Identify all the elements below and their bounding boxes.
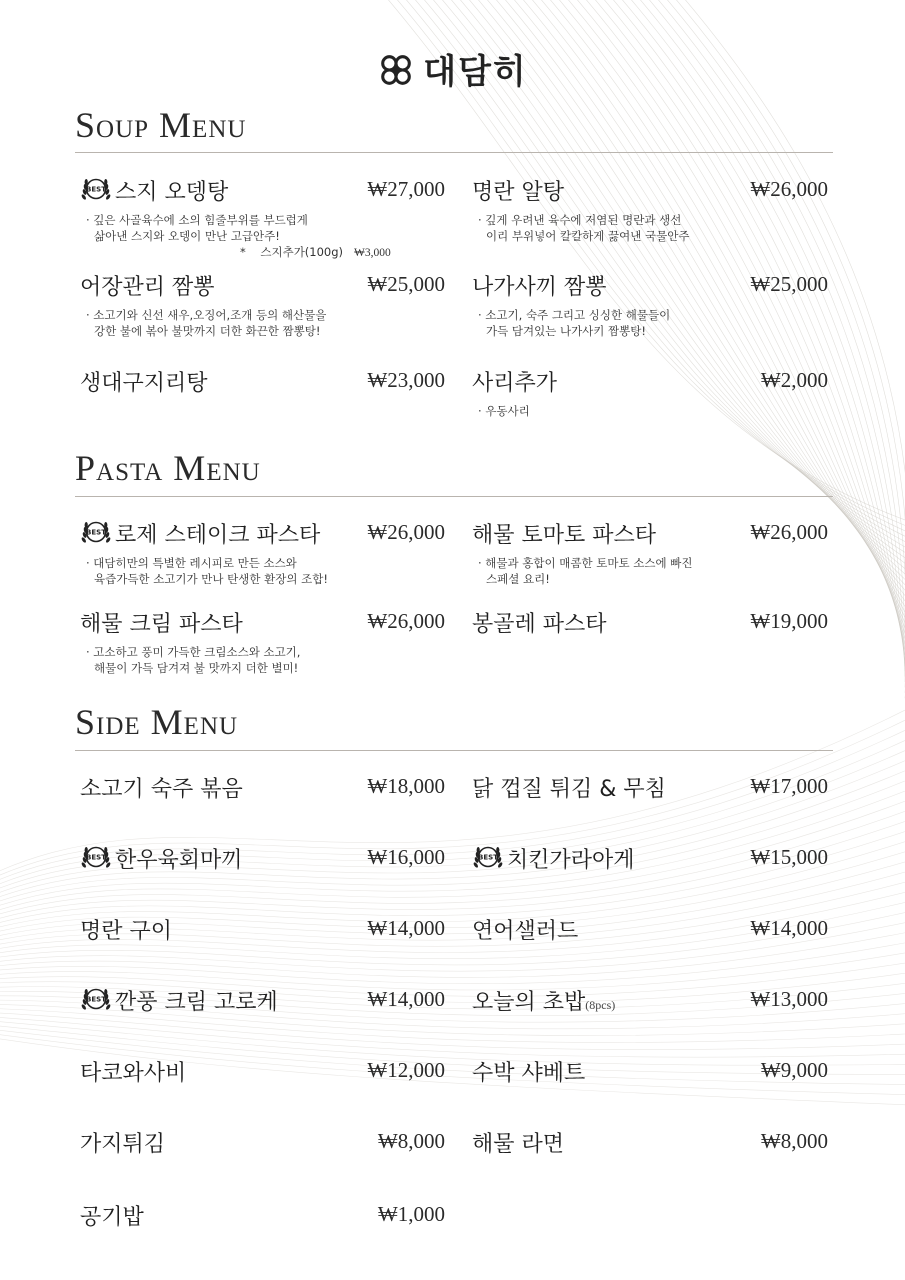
side-section-title: Side Menu	[75, 702, 239, 742]
item-price: ₩14,000	[750, 916, 828, 940]
svg-text:BEST: BEST	[86, 528, 106, 537]
pasta-section-title: Pasta Menu	[75, 448, 261, 488]
item-price: ₩13,000	[750, 987, 828, 1011]
menu-item-nagasaki-jjamppong	[472, 270, 828, 339]
menu-item-myeongran-gui	[80, 914, 445, 945]
item-name: 나가사끼 짬뽕	[472, 275, 607, 300]
item-price: ₩2,000	[760, 368, 828, 392]
menu-item-hanwoo-yukhoe-maki	[80, 843, 445, 874]
menu-item-suji-odeng-tang	[80, 175, 445, 260]
item-name: 닭 껍질 튀김 & 무침	[472, 777, 666, 802]
menu-item-todays-sushi	[472, 985, 828, 1016]
menu-item-gonggibap	[80, 1200, 445, 1231]
item-description: · 우동사리	[478, 404, 530, 418]
soup-section-title: Soup Menu	[75, 105, 247, 145]
item-description: · 대담히만의 특별한 레시피로 만든 소스와 육즙가득한 소고기가 만나 탄생한 환장의 조합!	[86, 556, 328, 586]
item-price: ₩25,000	[367, 272, 445, 296]
item-price: ₩27,000	[367, 177, 445, 201]
best-badge-icon	[80, 177, 112, 203]
item-price: ₩23,000	[367, 368, 445, 392]
menu-item-chicken-karaage	[472, 843, 828, 874]
menu-item-seafood-cream-pasta	[80, 607, 445, 676]
menu-item-tako-wasabi	[80, 1056, 445, 1087]
menu-item-kkanpung-croquette	[80, 985, 445, 1016]
item-price: ₩12,000	[367, 1058, 445, 1082]
item-price: ₩19,000	[750, 609, 828, 633]
menu-item-vongole-pasta	[472, 607, 828, 638]
item-name: 타코와사비	[80, 1061, 187, 1086]
item-price: ₩25,000	[750, 272, 828, 296]
item-extra-option: * 스지추가(100g) ₩3,000	[240, 245, 391, 259]
item-name: 해물 라면	[472, 1132, 565, 1157]
best-badge-icon	[80, 845, 112, 871]
item-price: ₩14,000	[367, 987, 445, 1011]
menu-item-seafood-ramyeon	[472, 1127, 828, 1158]
item-name: 생대구지리탕	[80, 371, 208, 396]
item-price: ₩9,000	[760, 1058, 828, 1082]
item-price: ₩16,000	[367, 845, 445, 869]
side-divider	[75, 750, 833, 751]
menu-item-gaji-twigim	[80, 1127, 445, 1158]
item-name: 공기밥	[80, 1205, 144, 1230]
item-price: ₩14,000	[367, 916, 445, 940]
best-badge-icon	[80, 520, 112, 546]
best-badge-icon	[80, 987, 112, 1013]
item-name: 오늘의 초밥(8pcs)	[472, 990, 616, 1015]
item-name: BEST 스지 오뎅탕	[80, 175, 445, 206]
item-name: BEST 치킨가라아게	[472, 843, 828, 874]
pasta-divider	[75, 496, 833, 497]
item-name: 명란 알탕	[472, 180, 565, 205]
menu-item-sogogi-sukju	[80, 772, 445, 803]
item-price: ₩8,000	[377, 1129, 445, 1153]
menu-item-sari-chuga	[472, 366, 828, 419]
item-description: · 소고기, 숙주 그리고 싱싱한 해물들이 가득 담겨있는 나가사키 짬뽕탕!	[478, 308, 671, 338]
item-description: · 소고기와 신선 새우,오징어,조개 등의 해산물을 강한 불에 볶아 불맛까지 더한 화끈한 짬뽕탕!	[86, 308, 327, 338]
best-badge-icon	[472, 845, 504, 871]
item-price: ₩1,000	[377, 1202, 445, 1226]
menu-item-watermelon-sherbet	[472, 1056, 828, 1087]
item-price: ₩8,000	[760, 1129, 828, 1153]
menu-item-seafood-tomato-pasta	[472, 518, 828, 587]
item-price: ₩15,000	[750, 845, 828, 869]
brand-name: 대담히	[423, 52, 528, 92]
item-name: BEST 한우육회마끼	[80, 843, 445, 874]
brand-header	[0, 44, 905, 93]
svg-text:BEST: BEST	[478, 853, 498, 862]
item-name: 사리추가	[472, 371, 558, 396]
menu-item-salmon-salad	[472, 914, 828, 945]
menu-item-dak-kkeopjil	[472, 772, 828, 803]
item-price: ₩17,000	[750, 774, 828, 798]
item-name: 해물 토마토 파스타	[472, 523, 657, 548]
item-name: 가지튀김	[80, 1132, 166, 1157]
item-price: ₩26,000	[750, 177, 828, 201]
item-name: BEST 로제 스테이크 파스타	[80, 518, 445, 549]
item-description: · 고소하고 풍미 가득한 크림소스와 소고기, 해물이 가득 담겨져 불 맛까지 더한 별미!	[86, 645, 301, 675]
item-price: ₩18,000	[367, 774, 445, 798]
menu-item-rose-steak-pasta	[80, 518, 445, 587]
menu-item-myeongran-altang	[472, 175, 828, 244]
item-price: ₩26,000	[750, 520, 828, 544]
item-description: · 깊은 사골육수에 소의 힘줄부위를 부드럽게 삶아낸 스지와 오뎅이 만난 고급안주!	[86, 213, 308, 243]
svg-text:BEST: BEST	[86, 995, 106, 1004]
item-price: ₩26,000	[367, 520, 445, 544]
item-name: 해물 크림 파스타	[80, 612, 243, 637]
item-price: ₩26,000	[367, 609, 445, 633]
item-name: BEST 깐풍 크림 고로케	[80, 985, 445, 1016]
item-name: 봉골레 파스타	[472, 612, 607, 637]
item-name: 연어샐러드	[472, 919, 579, 944]
svg-text:BEST: BEST	[86, 853, 106, 862]
knot-logo-icon	[377, 51, 415, 89]
item-name: 명란 구이	[80, 919, 173, 944]
item-name: 수박 샤베트	[472, 1061, 586, 1086]
item-name: 어장관리 짬뽕	[80, 275, 215, 300]
soup-divider	[75, 152, 833, 153]
item-description: · 깊게 우려낸 육수에 저염된 명란과 생선 이리 부위넣어 칼칼하게 끓여낸 국물안주	[478, 213, 690, 243]
menu-item-saengdaegu-jiritang	[80, 366, 445, 397]
menu-item-eojang-jjamppong	[80, 270, 445, 339]
item-description: · 해물과 홍합이 매콤한 토마토 소스에 빠진 스페셜 요리!	[478, 556, 693, 586]
item-name: 소고기 숙주 볶음	[80, 777, 243, 802]
svg-text:BEST: BEST	[86, 185, 106, 194]
